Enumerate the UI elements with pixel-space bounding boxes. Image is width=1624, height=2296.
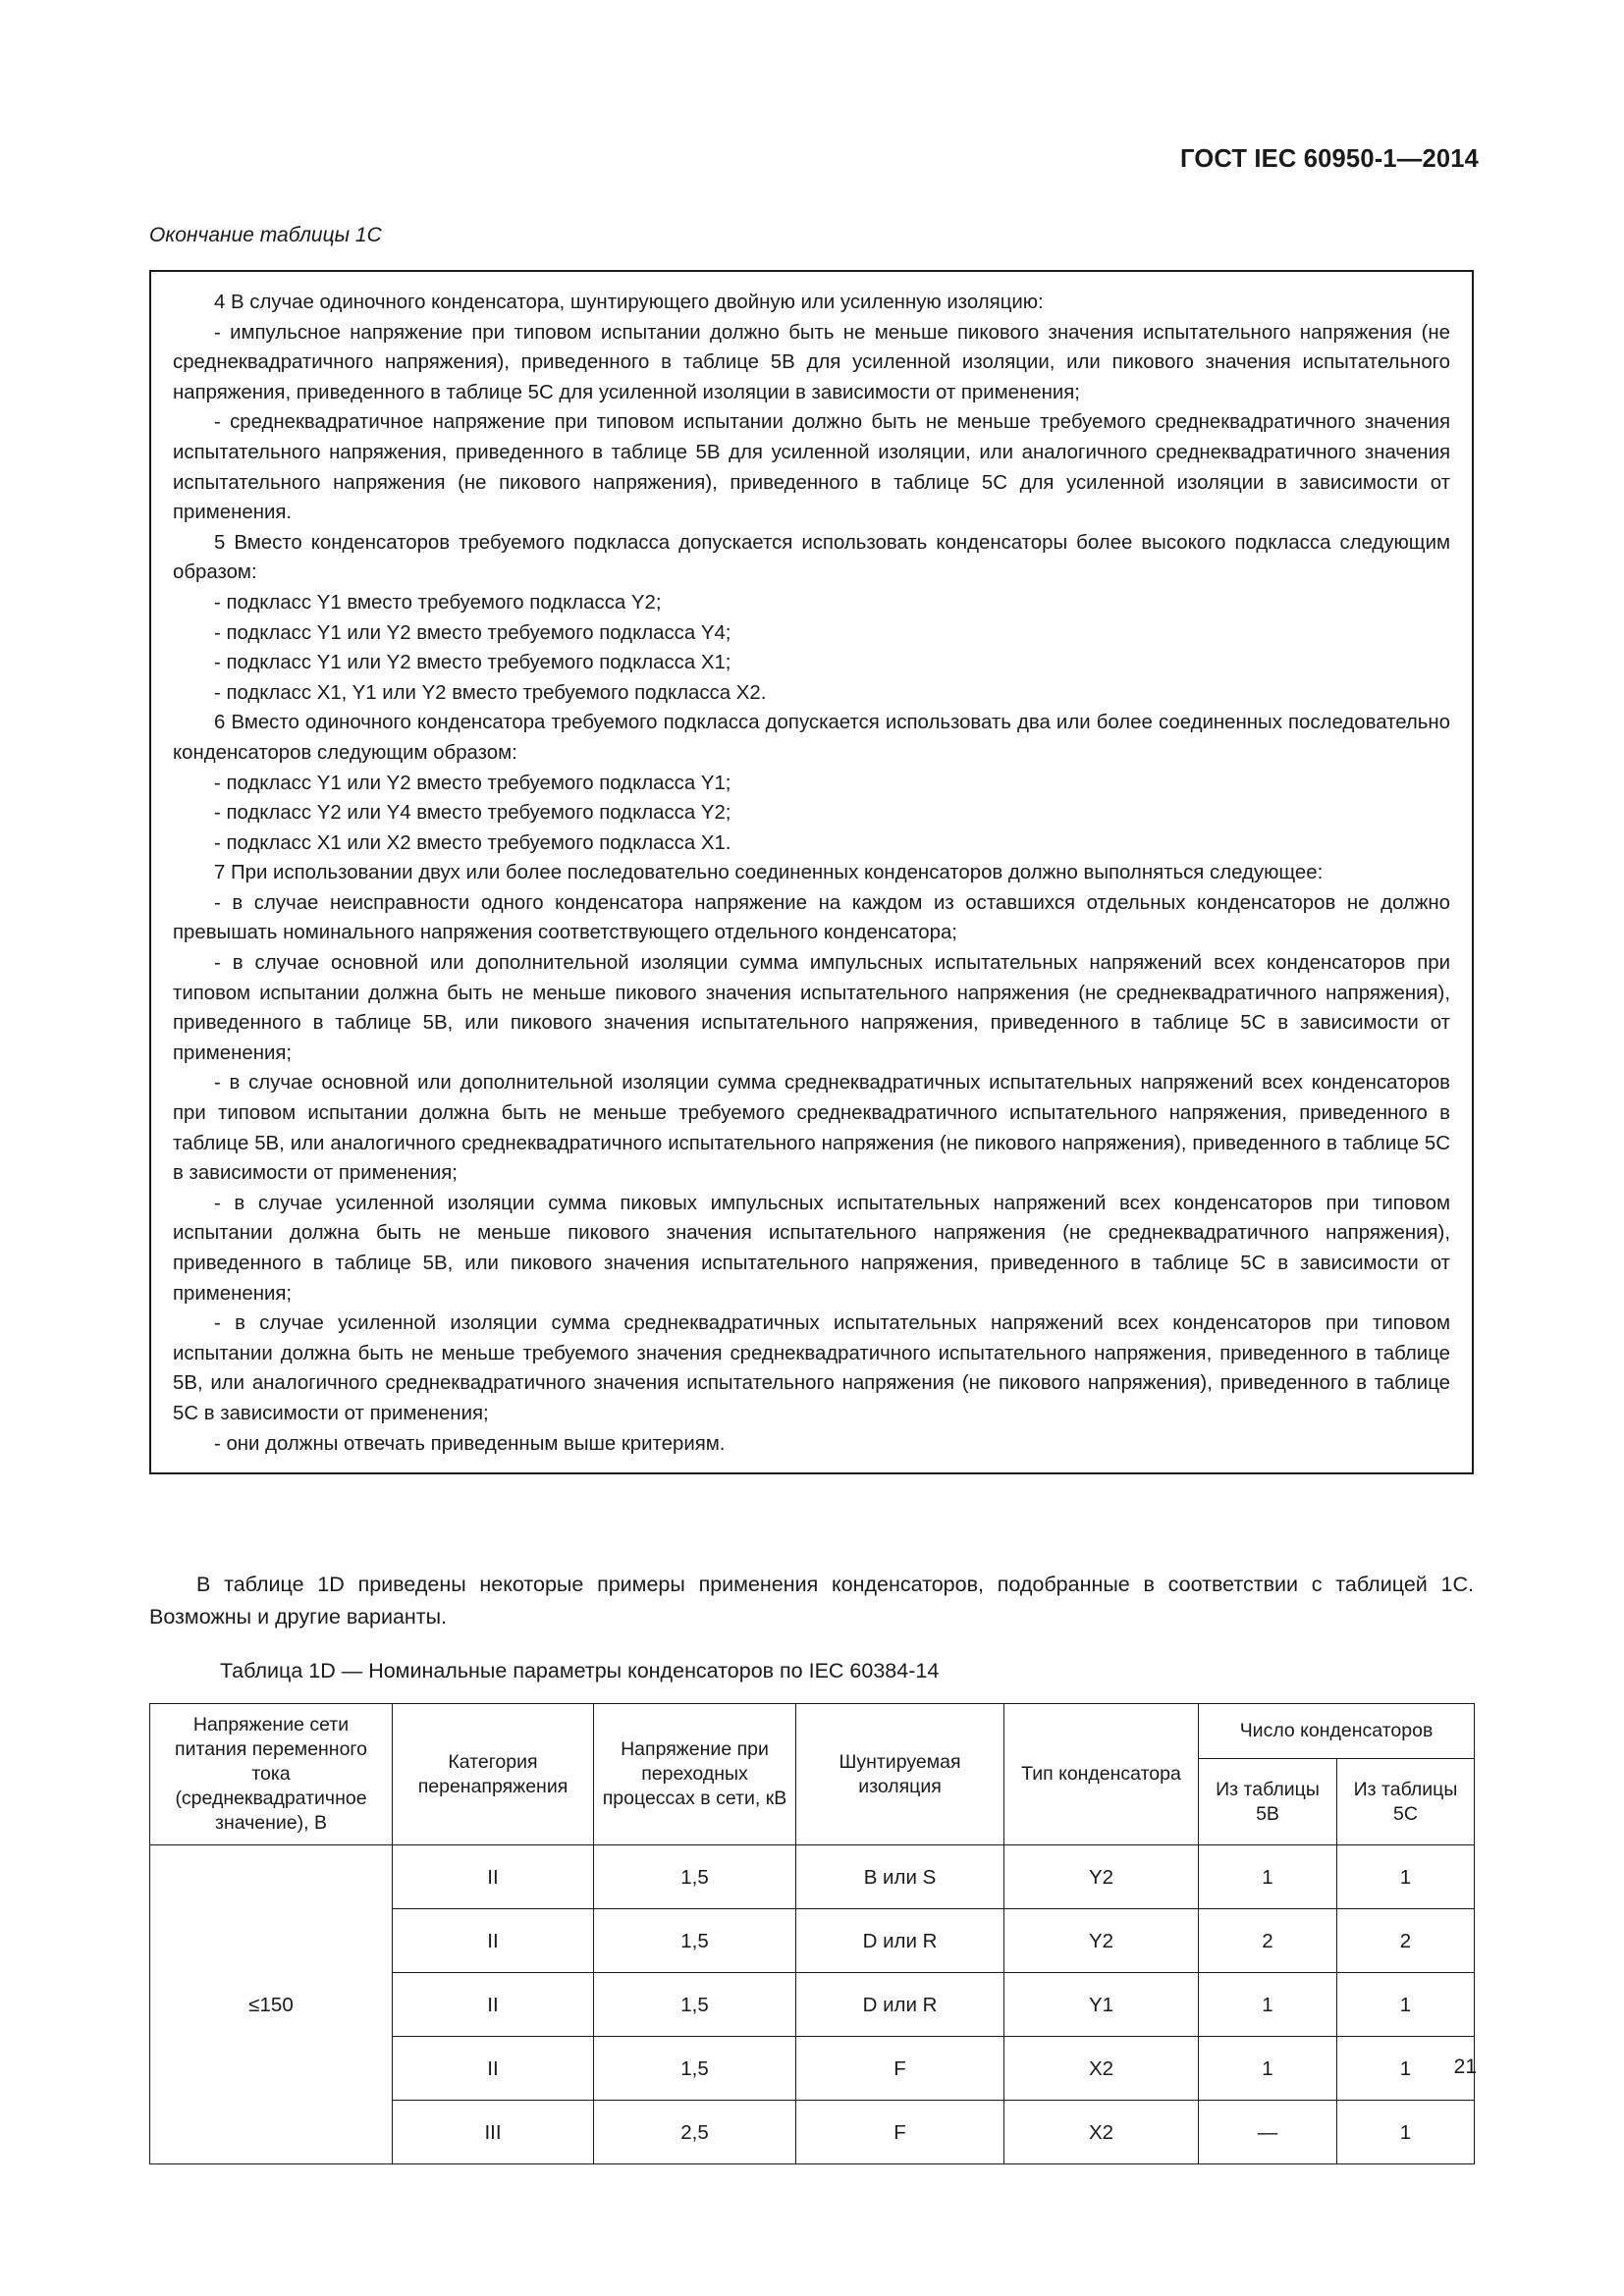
note-paragraph: - импульсное напряжение при типовом испытании должно быть не меньше пикового значения испытательного напряжения (не среднеквадратичного напряжения), приведенного в таблице 5В для усиленной изоляции, или пикового значения испытательного напряжения, приведенного в таблице 5С для усиленной изоляции в зависимости от применения;: [173, 321, 1450, 403]
cell-from-table-5b: 2: [1199, 1909, 1337, 1973]
cell-from-table-5b: —: [1199, 2101, 1337, 2164]
col-header-from-table-5b: Из таблицы 5В: [1199, 1759, 1337, 1845]
note-paragraph: - подкласс X1, Y1 или Y2 вместо требуемого подкласса X2.: [214, 681, 767, 704]
table-1d-body: [150, 1845, 1475, 2164]
col-header-transient-voltage: Напряжение при переходных процессах в сети, кВ: [594, 1704, 796, 1845]
table-header-row-1: [150, 1704, 1475, 1759]
note-paragraph: - подкласс Y1 вместо требуемого подкласса Y2;: [214, 591, 662, 614]
cell-from-table-5c: 1: [1337, 2101, 1475, 2164]
cell-overvoltage-category: II: [393, 2037, 594, 2101]
note-paragraph: 4 В случае одиночного конденсатора, шунтирующего двойную или усиленную изоляцию:: [214, 292, 1044, 313]
note-paragraph: - в случае основной или дополнительной изоляции сумма среднеквадратичных испытательных напряжений всех конденсаторов при типовом испытании должна быть не меньше требуемого среднеквадратичного испытательного напряжения, приведенного в таблице 5В, или аналогичного среднеквадратичного испытательного напряжения (не пикового напряжения), приведенного в таблице 5С в зависимости от применения;: [173, 1072, 1450, 1185]
cell-bridged-insulation: F: [796, 2037, 1004, 2101]
cell-overvoltage-category: III: [393, 2101, 594, 2164]
note-paragraph: - в случае неисправности одного конденсатора напряжение на каждом из оставшихся отдельных конденсаторов не должно превышать номинального напряжения соответствующего отдельного конденсатора;: [173, 891, 1450, 944]
cell-mains-voltage-group: ≤150: [150, 1845, 393, 2164]
note-paragraph: - подкласс Y1 или Y2 вместо требуемого подкласса X1;: [214, 652, 731, 674]
cell-transient-voltage: 2,5: [594, 2101, 796, 2164]
cell-transient-voltage: 1,5: [594, 1845, 796, 1909]
table-1d-container: [149, 1703, 1474, 2164]
col-header-bridged-insulation: Шунтируемая изоляция: [796, 1704, 1004, 1845]
cell-bridged-insulation: D или R: [796, 1909, 1004, 1973]
notes-box: [149, 270, 1474, 1474]
cell-from-table-5b: 1: [1199, 1973, 1337, 2037]
table-row: [150, 1845, 1475, 1909]
cell-from-table-5b: 1: [1199, 1845, 1337, 1909]
table-1d-head: [150, 1704, 1475, 1845]
note-paragraph: - среднеквадратичное напряжение при типовом испытании должно быть не меньше требуемого среднеквадратичного значения испытательного напряжения, приведенного в таблице 5В для усиленной изоляции, или аналогичного среднеквадратичного значения испытательного напряжения (не пикового напряжения), приведенного в таблице 5С для усиленной изоляции в зависимости от применения.: [173, 411, 1450, 524]
cell-bridged-insulation: В или S: [796, 1845, 1004, 1909]
note-paragraph: - в случае усиленной изоляции сумма пиковых импульсных испытательных напряжений всех конденсаторов при типовом испытании должна быть не меньше пикового значения испытательного напряжения (не среднеквадратичного напряжения), приведенного в таблице 5В, или пикового значения испытательного напряжения, приведенного в таблице 5С в зависимости от применения;: [173, 1192, 1450, 1305]
col-header-capacitor-type: Тип конденсатора: [1004, 1704, 1199, 1845]
note-paragraph: - они должны отвечать приведенным выше критериям.: [214, 1432, 726, 1455]
cell-bridged-insulation: D или R: [796, 1973, 1004, 2037]
page-number: 21: [1453, 2056, 1477, 2078]
note-paragraph: 5 Вместо конденсаторов требуемого подкласса допускается использовать конденсаторы более высокого подкласса следующим образом:: [173, 531, 1450, 584]
col-header-from-table-5c: Из таблицы 5С: [1337, 1759, 1475, 1845]
note-paragraph: - в случае усиленной изоляции сумма среднеквадратичных испытательных напряжений всех конденсаторов при типовом испытании должна быть не меньше требуемого значения среднеквадратичного испытательного напряжения, приведенного в таблице 5В, или аналогичного среднеквадратичного значения испытательного напряжения (не пикового напряжения), приведенного в таблице 5С в зависимости от применения;: [173, 1312, 1450, 1424]
cell-transient-voltage: 1,5: [594, 1909, 796, 1973]
table-1d: [149, 1703, 1475, 2164]
cell-capacitor-type: X2: [1004, 2101, 1199, 2164]
cell-transient-voltage: 1,5: [594, 2037, 796, 2101]
cell-capacitor-type: Y2: [1004, 1845, 1199, 1909]
note-paragraph: - подкласс X1 или X2 вместо требуемого подкласса X1.: [214, 831, 731, 854]
cell-capacitor-type: Y2: [1004, 1909, 1199, 1973]
note-paragraph: - подкласс Y2 или Y4 вместо требуемого подкласса Y2;: [214, 802, 731, 825]
note-paragraph: - подкласс Y1 или Y2 вместо требуемого подкласса Y1;: [214, 772, 731, 794]
cell-overvoltage-category: II: [393, 1973, 594, 2037]
document-header-standard-title: ГОСТ IEC 60950-1—2014: [1180, 145, 1479, 173]
cell-bridged-insulation: F: [796, 2101, 1004, 2164]
cell-from-table-5c: 1: [1337, 1845, 1475, 1909]
note-paragraph: 7 При использовании двух или более последовательно соединенных конденсаторов должно выполняться следующее:: [214, 862, 1324, 884]
col-header-number-of-capacitors: Число конденсаторов: [1199, 1704, 1475, 1759]
cell-from-table-5c: 1: [1337, 2037, 1475, 2101]
cell-transient-voltage: 1,5: [594, 1973, 796, 2037]
cell-from-table-5c: 2: [1337, 1909, 1475, 1973]
note-paragraph: - в случае основной или дополнительной изоляции сумма импульсных испытательных напряжений всех конденсаторов при типовом испытании должна быть не меньше пикового значения испытательного напряжения (не среднеквадратичного напряжения), приведенного в таблице 5В, или пикового значения испытательного напряжения, приведенного в таблице 5С в зависимости от применения;: [173, 952, 1450, 1064]
col-header-mains-voltage: Напряжение сети питания переменного тока (среднеквадратичное значение), В: [150, 1704, 393, 1845]
table-continuation-label: Окончание таблицы 1С: [149, 224, 382, 246]
cell-overvoltage-category: II: [393, 1909, 594, 1973]
cell-capacitor-type: Y1: [1004, 1973, 1199, 2037]
cell-from-table-5c: 1: [1337, 1973, 1475, 2037]
table-1d-caption: Таблица 1D — Номинальные параметры конденсаторов по IEC 60384-14: [220, 1659, 940, 1682]
cell-capacitor-type: X2: [1004, 2037, 1199, 2101]
intro-paragraph-table-1d: В таблице 1D приведены некоторые примеры применения конденсаторов, подобранные в соответствии с таблицей 1С. Возможны и другие варианты.: [149, 1573, 1474, 1629]
col-header-overvoltage-category: Категория перенапряжения: [393, 1704, 594, 1845]
note-paragraph: 6 Вместо одиночного конденсатора требуемого подкласса допускается использовать два или более соединенных последовательно конденсаторов следующим образом:: [173, 712, 1450, 764]
note-paragraph: - подкласс Y1 или Y2 вместо требуемого подкласса Y4;: [214, 621, 731, 644]
cell-from-table-5b: 1: [1199, 2037, 1337, 2101]
cell-overvoltage-category: II: [393, 1845, 594, 1909]
